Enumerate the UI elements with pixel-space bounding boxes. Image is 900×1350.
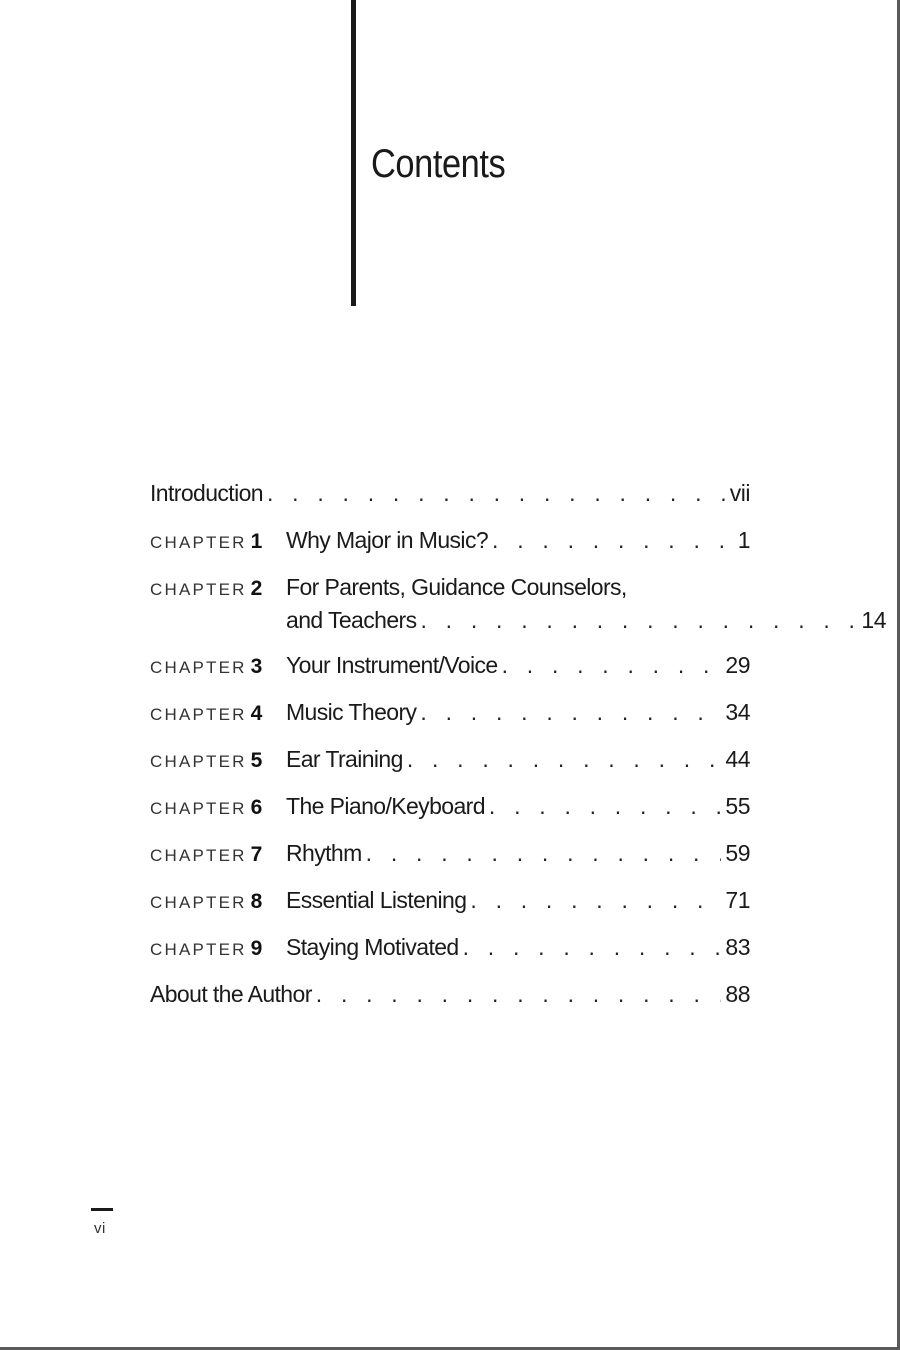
dot-leader <box>407 744 722 775</box>
toc-entry-chapter-3[interactable] <box>150 650 750 683</box>
toc-entry-title: Essential Listening <box>286 887 467 913</box>
toc-page-number: 83 <box>725 934 750 960</box>
dot-leader <box>420 697 721 728</box>
toc-entry-introduction[interactable] <box>150 478 750 509</box>
toc-entry-title: Rhythm <box>286 840 362 866</box>
toc-page-number: vii <box>729 480 750 506</box>
toc-entry-title: Your Instrument/Voice <box>286 652 498 678</box>
toc-entry-chapter-1[interactable] <box>150 525 750 558</box>
title-vertical-rule <box>351 0 356 306</box>
chapter-label: CHAPTER 6 <box>150 796 263 819</box>
toc-page-number: 29 <box>725 652 750 678</box>
dot-leader <box>316 979 722 1010</box>
toc-page-number: 71 <box>725 887 750 913</box>
toc-entry-title-line-1: For Parents, Guidance Counselors, <box>286 574 627 600</box>
chapter-label: CHAPTER 8 <box>150 890 263 913</box>
dot-leader <box>267 478 726 509</box>
dot-leader <box>492 525 734 556</box>
toc-entry-title: Music Theory <box>286 699 417 725</box>
toc-page-number: 44 <box>725 746 750 772</box>
chapter-number: 4 <box>250 702 263 725</box>
toc-page-number: 34 <box>725 699 750 725</box>
chapter-label: CHAPTER 4 <box>150 702 263 725</box>
chapter-label: CHAPTER 1 <box>150 530 263 553</box>
toc-entry-title: The Piano/Keyboard <box>286 793 485 819</box>
dot-leader <box>463 932 722 963</box>
dot-leader <box>502 650 722 681</box>
toc-entry-title: Staying Motivated <box>286 934 459 960</box>
toc-page-number: 55 <box>725 793 750 819</box>
chapter-label: CHAPTER 2 <box>150 577 263 600</box>
toc-entry-chapter-7[interactable] <box>150 838 750 871</box>
chapter-number: 2 <box>250 577 263 600</box>
page-title: Contents <box>371 142 506 186</box>
dot-leader <box>420 605 857 636</box>
chapter-number: 8 <box>250 890 263 913</box>
toc-entry-chapter-4[interactable] <box>150 697 750 730</box>
chapter-number: 7 <box>250 843 263 866</box>
toc-entry-chapter-2[interactable] <box>150 572 886 636</box>
chapter-label: CHAPTER 9 <box>150 937 263 960</box>
toc-page-number: 88 <box>725 981 750 1007</box>
dot-leader <box>366 838 722 869</box>
toc-entry-title: Introduction <box>150 480 263 506</box>
chapter-number: 5 <box>250 749 263 772</box>
chapter-number: 6 <box>250 796 263 819</box>
toc-entry-chapter-8[interactable] <box>150 885 750 918</box>
toc-page-number: 59 <box>725 840 750 866</box>
toc-entry-chapter-5[interactable] <box>150 744 750 777</box>
dot-leader <box>489 791 722 822</box>
page-number-folio: vi <box>94 1220 106 1237</box>
chapter-number: 1 <box>250 530 263 553</box>
toc-entry-chapter-9[interactable] <box>150 932 750 965</box>
chapter-label: CHAPTER 5 <box>150 749 263 772</box>
toc-entry-title-line-2: and Teachers <box>286 607 417 633</box>
chapter-label: CHAPTER 7 <box>150 843 263 866</box>
chapter-label: CHAPTER 3 <box>150 655 263 678</box>
toc-entry-title: About the Author <box>150 981 312 1007</box>
toc-entry-title: Why Major in Music? <box>286 527 489 553</box>
toc-page-number: 1 <box>737 527 750 553</box>
toc-entry-about-the-author[interactable] <box>150 979 750 1010</box>
chapter-number: 3 <box>250 655 263 678</box>
folio-rule <box>91 1208 113 1211</box>
toc-page-number: 14 <box>861 607 886 633</box>
dot-leader <box>470 885 721 916</box>
toc-entry-chapter-6[interactable] <box>150 791 750 824</box>
chapter-number: 9 <box>250 937 263 960</box>
toc-entry-title: Ear Training <box>286 746 403 772</box>
